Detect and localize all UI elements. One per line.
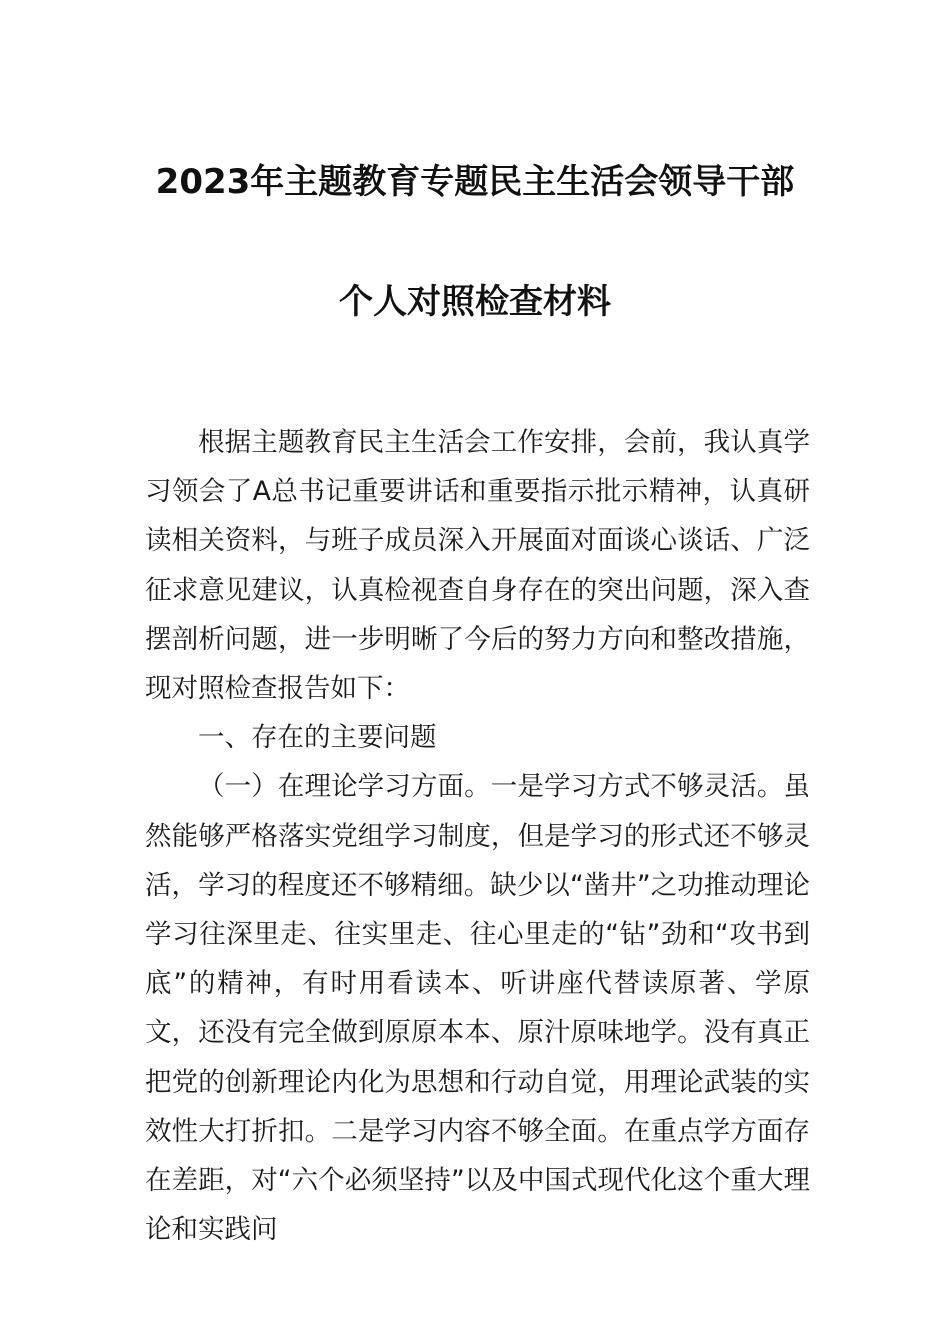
- body-paragraph: （一）在理论学习方面。一是学习方式不够灵活。虽然能够严格落实党组学习制度，但是学习的形式还不够灵活，学习的程度还不够精细。缺少以“凿井”之功推动理论学习往深里走、往实里走、往心里走的“钻”劲和“攻书到底”的精神，有时用看读本、听讲座代替读原著、学原文，还没有完全做到原原本本、原汁原味地学。没有真正把党的创新理论内化为思想和行动自觉，用理论武装的实效性大打折扣。二是学习内容不够全面。在重点学方面存在差距，对“六个必须坚持”以及中国式现代化这个重大理论和实践问: [145, 771, 810, 1246]
- document-title-line-2: 个人对照检查材料: [339, 282, 611, 322]
- section-heading: 一、存在的主要问题: [198, 722, 437, 754]
- document-body: [145, 418, 810, 1254]
- intro-paragraph: 根据主题教育民主生活会工作安排，会前，我认真学习领会了A总书记重要讲话和重要指示批示精神，认真研读相关资料，与班子成员深入开展面对面谈心谈话、广泛征求意见建议，认真检视查自身存在的突出问题，深入查摆剖析问题，进一步明晰了今后的努力方向和整改措施，现对照检查报告如下：: [145, 427, 810, 705]
- document-title-line-1: 2023年主题教育专题民主生活会领导干部: [155, 162, 795, 202]
